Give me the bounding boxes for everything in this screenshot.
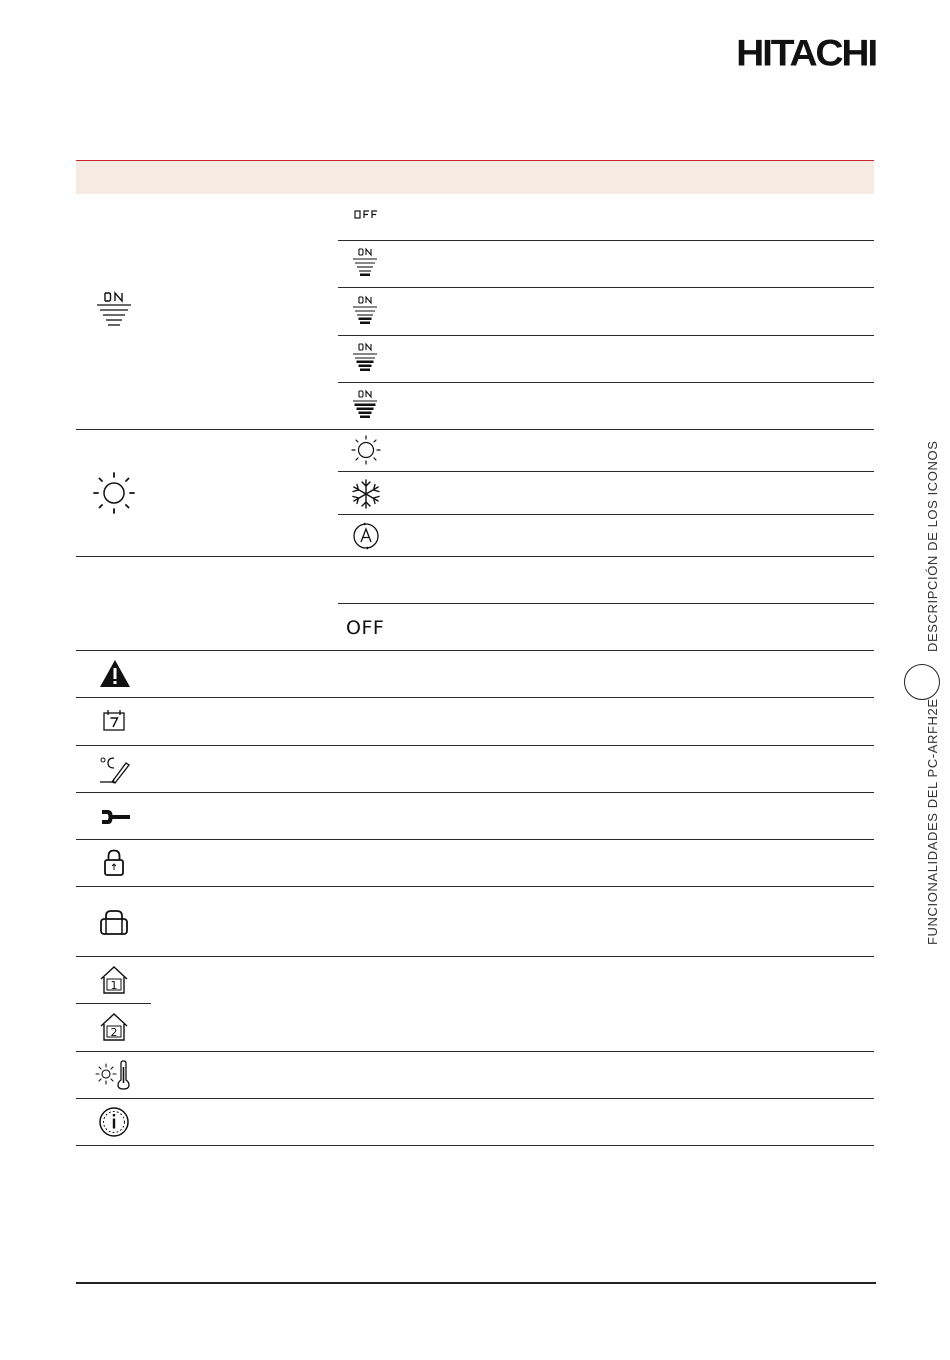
wrench-maintenance-icon — [98, 806, 132, 830]
unlock-icon — [97, 907, 131, 939]
temperature-setting-icon — [98, 755, 132, 785]
timer-calendar-icon — [100, 707, 128, 735]
page-marker-circle — [904, 664, 940, 700]
side-topic-label: DESCRIPCIÓN DE LOS ICONOS — [925, 440, 940, 652]
row-divider — [338, 514, 874, 515]
row-divider — [76, 1098, 874, 1099]
row-divider — [338, 335, 874, 336]
fan-speed-on-icon — [94, 290, 134, 330]
zone-1-label: 1 — [110, 979, 118, 992]
row-divider — [76, 792, 874, 793]
sun-mode-icon — [91, 470, 137, 516]
row-divider — [338, 382, 874, 383]
info-gauge-icon — [98, 1106, 130, 1138]
row-divider — [76, 1051, 874, 1052]
row-divider — [338, 240, 874, 241]
row-divider — [76, 556, 874, 557]
zone-2-label: 2 — [110, 1026, 118, 1039]
row-divider — [76, 839, 874, 840]
house-zone-2-icon — [98, 1011, 130, 1043]
cool-snowflake-icon — [350, 478, 382, 510]
lock-icon — [101, 848, 127, 878]
row-divider — [76, 650, 874, 651]
row-divider — [338, 471, 874, 472]
heat-sun-icon — [350, 434, 382, 466]
row-divider — [76, 886, 874, 887]
fan-speed-1-icon — [350, 246, 380, 280]
row-divider — [76, 745, 874, 746]
auto-mode-icon — [350, 520, 382, 552]
fan-speed-2-icon — [350, 294, 380, 328]
off-label: OFF — [346, 617, 385, 639]
row-divider — [76, 1145, 874, 1146]
house-zone-1-icon — [98, 964, 130, 996]
row-divider — [338, 287, 874, 288]
row-divider — [76, 697, 874, 698]
warning-icon — [99, 659, 131, 689]
row-divider — [76, 1003, 151, 1004]
fan-off-icon — [353, 208, 379, 222]
side-section-label: FUNCIONALIDADES DEL PC-ARFH2E — [925, 698, 940, 945]
row-divider — [76, 956, 874, 957]
fan-speed-3-icon — [350, 341, 380, 375]
fan-speed-4-icon — [350, 388, 380, 422]
hitachi-logo: HITACHI — [736, 33, 876, 74]
row-divider — [338, 603, 874, 604]
table-header-band — [76, 160, 874, 194]
footer-rule — [76, 1282, 876, 1284]
row-divider — [76, 429, 874, 430]
outdoor-temperature-icon — [95, 1059, 135, 1091]
